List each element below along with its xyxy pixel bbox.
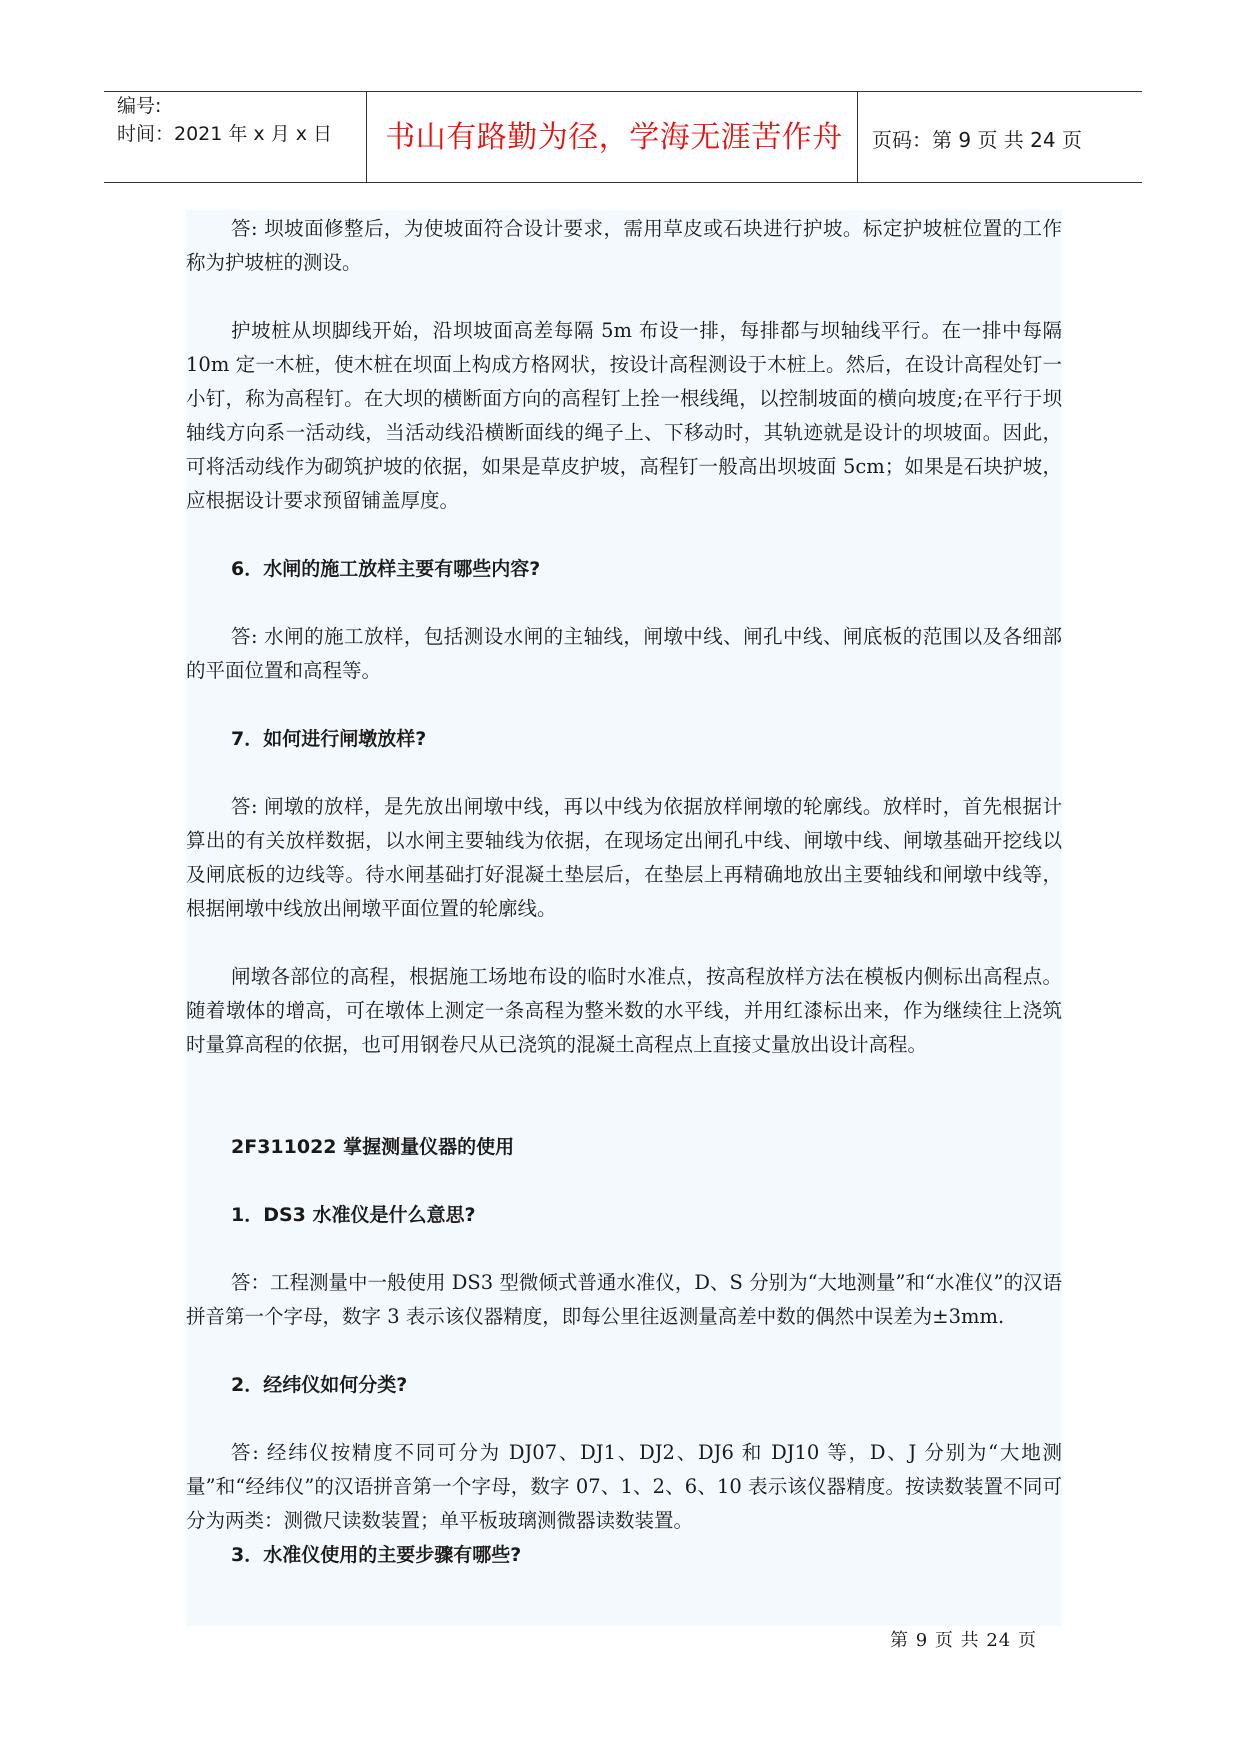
question-6-heading: 6．水闸的施工放样主要有哪些内容? [231,558,541,580]
header-divider-right [857,91,858,183]
header-motto: 书山有路勤为径，学海无涯苦作舟 [385,120,843,155]
question-3-heading: 3．水准仪使用的主要步骤有哪些? [231,1544,522,1566]
page-content [186,210,1062,1626]
footer-page-number: 第 9 页 共 24 页 [890,1630,1037,1651]
question-1-heading: 1．DS3 水准仪是什么意思? [231,1204,476,1226]
answer-2-paragraph: 答: 经纬仪按精度不同可分为 DJ07、DJ1、DJ2、DJ6 和 DJ10 等，D、J 分别为“大地测量”和“经纬仪”的汉语拼音第一个字母，数字 07、1、2、6、10 表示该仪器精度。按读数装置不同可分为两类：测微尺读数装置；单平板玻璃测微器读数装置。 [186,1441,1062,1532]
question-7-heading: 7．如何进行闸墩放样? [231,728,427,750]
header-page-info: 页码：第 9 页 共 24 页 [872,128,1082,152]
answer-paragraph-slope-protection: 答: 坝坡面修整后，为使坡面符合设计要求，需用草皮或石块进行护坡。标定护坡桩位置的工作称为护坡桩的测设。 [186,217,1062,274]
header-divider-left [366,91,367,183]
paragraph-pier-elevation: 闸墩各部位的高程，根据施工场地布设的临时水准点，按高程放样方法在模板内侧标出高程点。随着墩体的增高，可在墩体上测定一条高程为整米数的水平线，并用红漆标出来，作为继续往上浇筑时量算高程的依据，也可用钢卷尺从已浇筑的混凝土高程点上直接丈量放出设计高程。 [186,965,1062,1056]
paragraph-slope-stakes: 护坡桩从坝脚线开始，沿坝坡面高差每隔 5m 布设一排，每排都与坝轴线平行。在一排中每隔 10m 定一木桩，使木桩在坝面上构成方格网状，按设计高程测设于木桩上。然后，在设计高程处钉一小钉，称为高程钉。在大坝的横断面方向的高程钉上拴一根线绳，以控制坡面的横向坡度;在平行于坝轴线方向系一活动线，当活动线沿横断面线的绳子上、下移动时，其轨迹就是设计的坝坡面。因此，可将活动线作为砌筑护坡的依据，如果是草皮护坡，高程钉一般高出坝坡面 5cm；如果是石块护坡，应根据设计要求预留铺盖厚度。 [186,319,1062,512]
answer-1-paragraph: 答：工程测量中一般使用 DS3 型微倾式普通水准仪，D、S 分别为“大地测量”和“水准仪”的汉语拼音第一个字母，数字 3 表示该仪器精度，即每公里往返测量高差中数的偶然中误差为±3mm. [186,1271,1062,1328]
document-number-label: 编号: [117,95,162,117]
answer-7-paragraph: 答: 闸墩的放样，是先放出闸墩中线，再以中线为依据放样闸墩的轮廓线。放样时，首先根据计算出的有关放样数据，以水闸主要轴线为依据，在现场定出闸孔中线、闸墩中线、闸墩基础开挖线以及闸底板的边线等。待水闸基础打好混凝土垫层后，在垫层上再精确地放出主要轴线和闸墩中线等，根据闸墩中线放出闸墩平面位置的轮廓线。 [186,795,1062,920]
document-time: 时间：2021 年 x 月 x 日 [117,123,333,145]
question-2-heading: 2．经纬仪如何分类? [231,1374,408,1396]
section-heading-2f311022: 2F311022 掌握测量仪器的使用 [231,1136,515,1158]
answer-6-paragraph: 答: 水闸的施工放样，包括测设水闸的主轴线，闸墩中线、闸孔中线、闸底板的范围以及各细部的平面位置和高程等。 [186,625,1062,682]
header-left-cell [117,92,332,148]
header-bottom-rule [104,182,1142,183]
